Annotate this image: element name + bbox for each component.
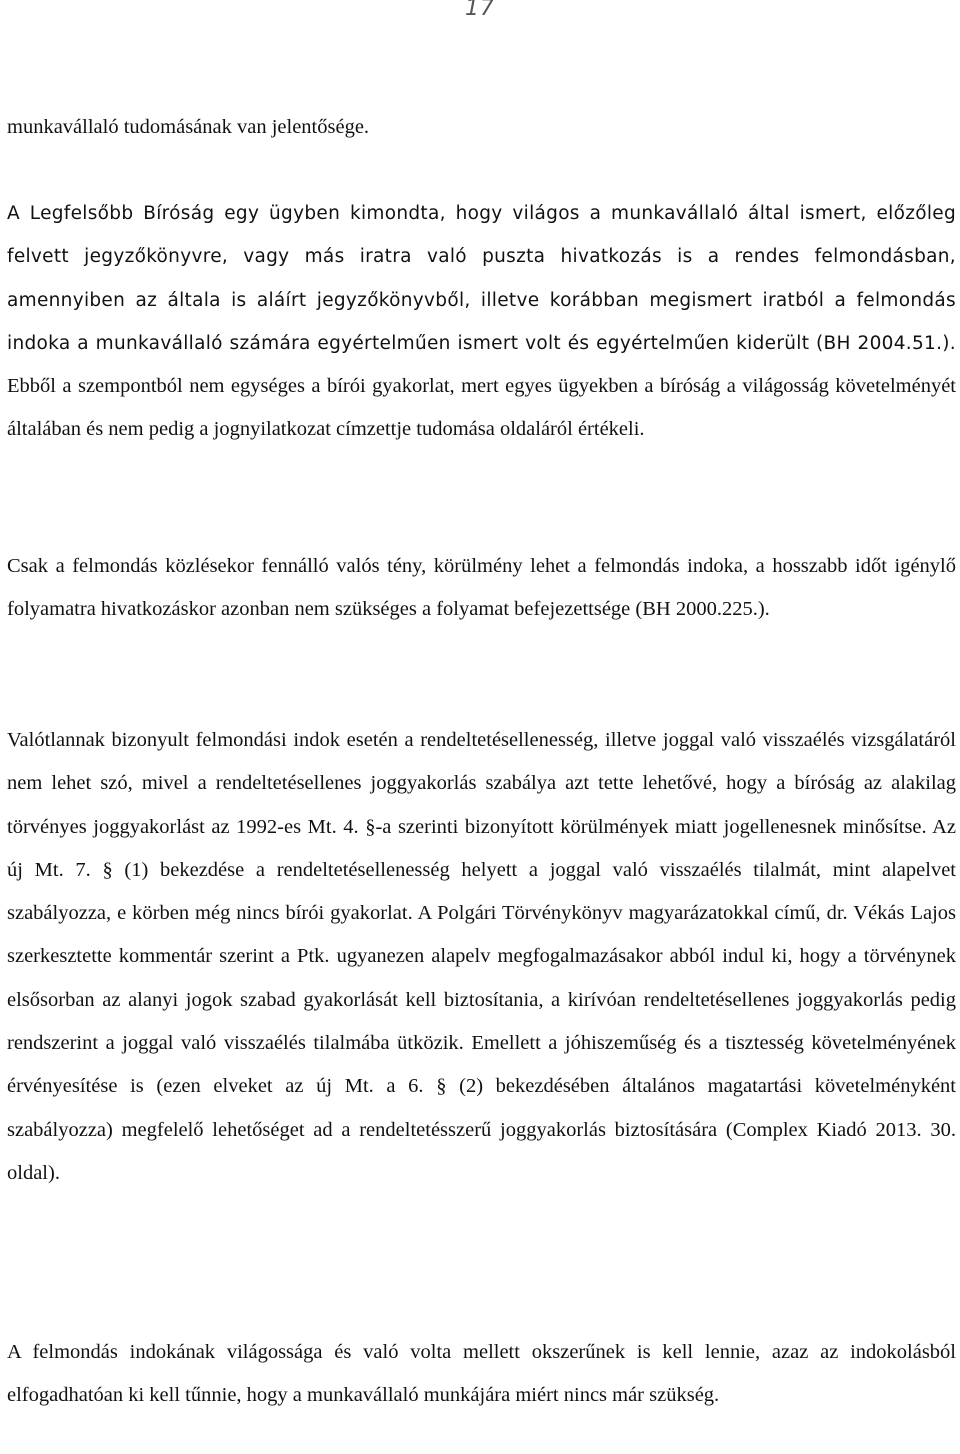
paragraph-2 (7, 192, 956, 452)
paragraph-1-text: munkavállaló tudomásának van jelentősége. (7, 116, 370, 138)
paragraph-5-text: A felmondás indokának világossága és való volta mellett okszerűnek is kell lennie, azaz az indokolásból elfogadhatóan ki kell tűnnie, hogy a munkavállaló munkájára miért nincs már szükség. (7, 1341, 956, 1407)
paragraph-3-text: Csak a felmondás közlésekor fennálló valós tény, körülmény lehet a felmondás indoka, a hosszabb időt igénylő folyamatra hivatkozáskor azonban nem szükséges a folyamat befejezettsége (BH 2000.225.). (7, 555, 956, 621)
paragraph-4 (7, 719, 956, 1195)
paragraph-2-part-a: A Legfelsőbb Bíróság egy ügyben kimondta, hogy világos a munkavállaló által ismert, előzőleg felvett jegyzőkönyvre, vagy más iratra való puszta hivatkozás is a rendes felmondásban, amennyiben az általa is aláírt jegyzőkönyvből, illetve korábban megismert iratból a felmondás indoka a munkavállaló számára egyértelműen ismert volt és egyértelműen kiderült (BH 2004.51.). (7, 203, 956, 354)
paragraph-1 (7, 106, 956, 149)
paragraph-4-text: Valótlannak bizonyult felmondási indok esetén a rendeltetésellenesség, illetve joggal való visszaélés vizsgálatáról nem lehet szó, mivel a rendeltetésellenes joggyakorlás szabálya azt tette lehetővé, hogy a bíróság az alakilag törvényes joggyakorlást az 1992-es Mt. 4. §-a szerinti bizonyított körülmények miatt jogellenesnek minősítse. Az új Mt. 7. § (1) bekezdése a rendeltetésellenesség helyett a joggal való visszaélés tilalmát, mint alapelvet szabályozza, e körben még nincs bírói gyakorlat. A Polgári Törvénykönyv magyarázatokkal című, dr. Vékás Lajos szerkesztette kommentár szerint a Ptk. ugyanezen alapelv megfogalmazásakor abból indul ki, hogy a törvénynek elsősorban az alanyi jogok szabad gyakorlását kell biztosítania, a kirívóan rendeltetésellenes joggyakorlás pedig rendszerint a joggal való visszaélés tilalmába ütközik. Emellett a jóhiszeműség és a tisztesség követelményének érvényesítése is (ezen elveket az új Mt. a 6. § (2) bekezdésében általános magatartási követelményként szabályozza) megfelelő lehetőséget ad a rendeltetésszerű joggyakorlás biztosítására (Complex Kiadó 2013. 30. oldal). (7, 729, 956, 1184)
page-number: 17 (465, 0, 495, 21)
paragraph-2-part-b: Ebből a szempontból nem egységes a bírói gyakorlat, mert egyes ügyekben a bíróság a világosság követelményét általában és nem pedig a jognyilatkozat címzettje tudomása oldaláról értékeli. (7, 375, 956, 441)
paragraph-3 (7, 545, 956, 632)
paragraph-2-text (7, 192, 956, 452)
paragraph-5 (7, 1331, 956, 1418)
